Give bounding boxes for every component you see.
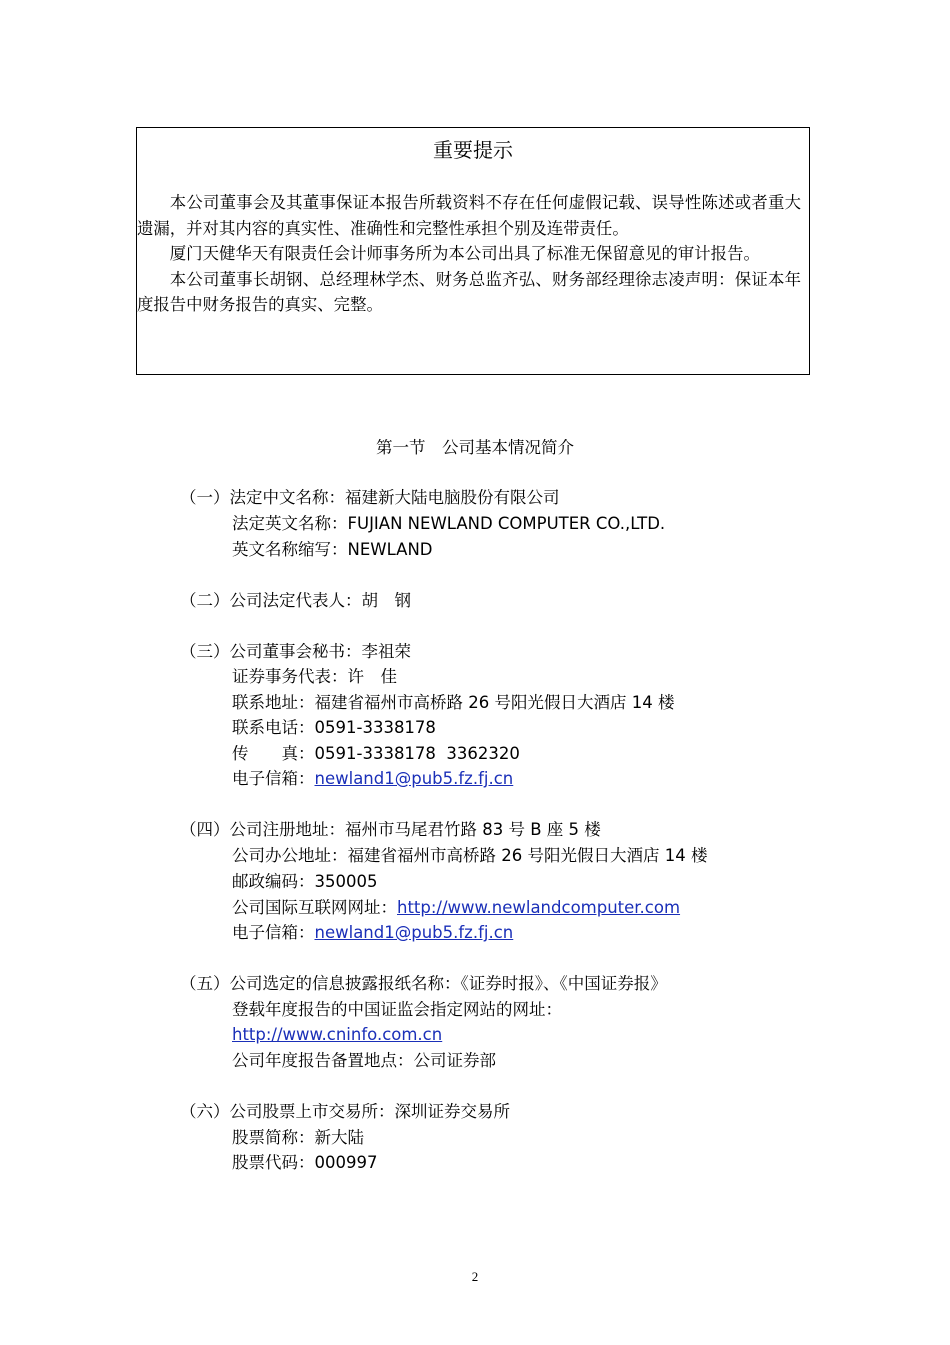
- page-number: 2: [471, 1269, 479, 1284]
- stock-short-name-value: 新大陆: [314, 1128, 364, 1147]
- contact-phone-label: 联系电话：: [232, 718, 315, 737]
- contact-phone-value: 0591-3338178: [314, 718, 436, 737]
- office-address-value: 福建省福州市高桥路 26 号阳光假日大酒店 14 楼: [347, 846, 708, 865]
- item-4-line-2: [232, 844, 707, 868]
- item-4-line-3: [232, 870, 378, 894]
- stock-exchange-value: 深圳证券交易所: [394, 1102, 510, 1121]
- fax-label: 传 真：: [232, 744, 315, 763]
- fax-value: 0591-3338178 3362320: [314, 744, 520, 763]
- registered-address-label: 公司注册地址：: [229, 820, 345, 839]
- item-3-line-5: [232, 742, 520, 766]
- disclosure-newspapers-value: 《证券时报》、《中国证券报》: [460, 974, 667, 993]
- item-4-line-4: [232, 896, 680, 920]
- item-1-line-3: [232, 538, 433, 562]
- item-2-line-1: [180, 589, 411, 613]
- email-link[interactable]: newland1@pub5.fz.fj.cn: [314, 769, 514, 788]
- item-3-line-4: [232, 716, 436, 740]
- item-number: （三）: [180, 642, 230, 661]
- english-abbreviation-label: 英文名称缩写：: [232, 540, 348, 559]
- contact-address-value: 福建省福州市高桥路 26 号阳光假日大酒店 14 楼: [314, 693, 675, 712]
- report-location-value: 公司证券部: [413, 1051, 496, 1070]
- registered-address-value: 福州市马尾君竹路 83 号 B 座 5 楼: [345, 820, 601, 839]
- legal-representative-value: 胡 钢: [361, 591, 411, 610]
- postal-code-label: 邮政编码：: [232, 872, 315, 891]
- stock-code-label: 股票代码：: [232, 1153, 315, 1172]
- important-notice-box: [136, 127, 810, 375]
- item-1-line-1: [180, 486, 560, 510]
- securities-representative-label: 证券事务代表：: [232, 667, 348, 686]
- legal-chinese-name-value: 福建新大陆电脑股份有限公司: [345, 488, 560, 507]
- legal-representative-label: 公司法定代表人：: [229, 591, 362, 610]
- report-location-label: 公司年度报告备置地点：: [232, 1051, 414, 1070]
- item-5-line-2: [232, 998, 562, 1022]
- stock-exchange-label: 公司股票上市交易所：: [229, 1102, 395, 1121]
- item-number: （六）: [180, 1102, 230, 1121]
- item-6-line-3: [232, 1151, 378, 1175]
- item-3-line-2: [232, 665, 397, 689]
- email-label: 电子信箱：: [232, 769, 315, 788]
- stock-short-name-label: 股票简称：: [232, 1128, 315, 1147]
- item-6-line-1: [180, 1100, 510, 1124]
- legal-english-name-label: 法定英文名称：: [232, 514, 348, 533]
- notice-body: [137, 190, 801, 318]
- csrc-website-label: 登载年度报告的中国证监会指定网站的网址：: [232, 1000, 562, 1019]
- item-5-line-1: [180, 972, 667, 996]
- board-secretary-value: 李祖荣: [361, 642, 411, 661]
- item-4-line-1: [180, 818, 601, 842]
- item-3-line-1: [180, 640, 411, 664]
- disclosure-newspapers-label: 公司选定的信息披露报纸名称：: [229, 974, 461, 993]
- website-link[interactable]: http://www.newlandcomputer.com: [397, 898, 681, 917]
- notice-paragraph: 本公司董事会及其董事保证本报告所载资料不存在任何虚假记载、误导性陈述或者重大遗漏，并对其内容的真实性、准确性和完整性承担个别及连带责任。: [137, 193, 801, 238]
- notice-paragraph: 厦门天健华天有限责任会计师事务所为本公司出具了标准无保留意见的审计报告。: [169, 244, 760, 263]
- item-5-line-3: [232, 1023, 442, 1047]
- email-label: 电子信箱：: [232, 923, 315, 942]
- english-abbreviation-value: NEWLAND: [347, 540, 433, 559]
- notice-title: 重要提示: [433, 138, 513, 162]
- item-4-line-5: [232, 921, 513, 945]
- legal-chinese-name-label: 法定中文名称：: [229, 488, 345, 507]
- section-heading: 第一节 公司基本情况简介: [376, 438, 574, 457]
- notice-paragraph: 本公司董事长胡钢、总经理林学杰、财务总监齐弘、财务部经理徐志凌声明：保证本年度报告中财务报告的真实、完整。: [137, 269, 801, 314]
- item-3-line-6: [232, 767, 513, 791]
- item-3-line-3: [232, 691, 674, 715]
- legal-english-name-value: FUJIAN NEWLAND COMPUTER CO.,LTD.: [347, 514, 666, 533]
- website-label: 公司国际互联网网址：: [232, 898, 397, 917]
- securities-representative-value: 许 佳: [347, 667, 397, 686]
- contact-address-label: 联系地址：: [232, 693, 315, 712]
- stock-code-value: 000997: [314, 1153, 378, 1172]
- item-6-line-2: [232, 1126, 364, 1150]
- item-number: （二）: [180, 591, 230, 610]
- item-1-line-2: [232, 512, 665, 536]
- item-5-line-4: [232, 1049, 496, 1073]
- board-secretary-label: 公司董事会秘书：: [229, 642, 362, 661]
- office-address-label: 公司办公地址：: [232, 846, 348, 865]
- postal-code-value: 350005: [314, 872, 378, 891]
- item-number: （五）: [180, 974, 230, 993]
- item-number: （一）: [180, 488, 230, 507]
- email-link[interactable]: newland1@pub5.fz.fj.cn: [314, 923, 514, 942]
- csrc-website-link[interactable]: http://www.cninfo.com.cn: [232, 1025, 443, 1044]
- item-number: （四）: [180, 820, 230, 839]
